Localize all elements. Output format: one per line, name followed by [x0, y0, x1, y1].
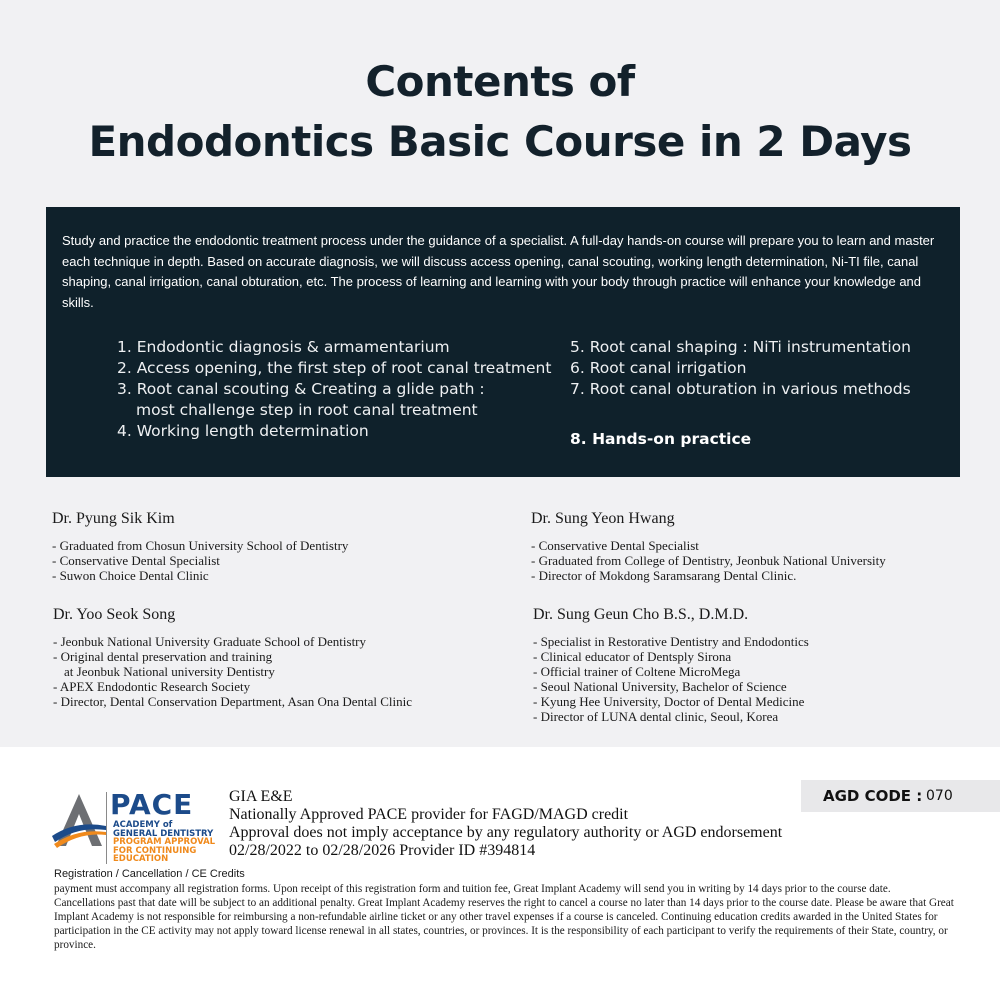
pace-sub-line: FOR CONTINUING: [113, 845, 197, 856]
agd-code-badge: [801, 780, 1000, 812]
course-item-7: 7. Root canal obturation in various methods: [570, 380, 911, 398]
doctor-credential: - Clinical educator of Dentsply Sirona: [533, 649, 732, 664]
doctor-name: Dr. Sung Yeon Hwang: [531, 510, 675, 527]
course-contents-box: [46, 207, 960, 477]
pace-a-mark-icon: [52, 790, 106, 850]
doctor-pyung-sik-kim: [52, 510, 348, 583]
doctor-sung-yeon-hwang: [531, 510, 886, 583]
course-item-6: 6. Root canal irrigation: [570, 359, 747, 377]
policy-paragraph-1: payment must accompany all registration forms. Upon receipt of this registration form and tuition fee, Great Implant Academy will send you in writing by 14 days prior to the course date.: [54, 883, 891, 895]
agd-code-label: AGD CODE :: [823, 787, 923, 805]
pace-sub-line: GENERAL DENTISTRY: [113, 828, 214, 839]
doctor-credential: - APEX Endodontic Research Society: [53, 679, 251, 694]
policy-heading: Registration / Cancellation / CE Credits: [54, 868, 245, 880]
pace-sub-line: ACADEMY of: [113, 820, 173, 830]
course-item-3-continued: most challenge step in root canal treatment: [136, 401, 478, 419]
doctor-sung-geun-cho: [533, 606, 809, 724]
doctor-credential: - Seoul National University, Bachelor of Science: [533, 679, 787, 694]
course-item-3: 3. Root canal scouting & Creating a glide path :: [117, 380, 485, 398]
course-item-4: 4. Working length determination: [117, 422, 369, 440]
doctor-name: Dr. Sung Geun Cho B.S., D.M.D.: [533, 606, 749, 623]
doctor-credential: - Suwon Choice Dental Clinic: [52, 568, 209, 583]
doctor-credential: at Jeonbuk National university Dentistry: [64, 664, 275, 679]
course-item-1: 1. Endodontic diagnosis & armamentarium: [117, 338, 450, 356]
doctor-credential: - Original dental preservation and training: [53, 649, 273, 664]
course-list-left: [117, 337, 567, 442]
doctor-yoo-seok-song: [53, 606, 412, 709]
doctor-credential: - Specialist in Restorative Dentistry and Endodontics: [533, 634, 809, 649]
doctor-credential: - Jeonbuk National University Graduate School of Dentistry: [53, 634, 367, 649]
page-title: [0, 52, 1000, 172]
policy-paragraph-2: Cancellations past that date will be subject to an additional penalty. Great Implant Academy reserves the right to cancel a course no later than 14 days prior to the course date. Please be aware that Great Implant Academy is not responsible for reimbursing a non-refundable airline ticket or any other travel expenses if a course is canceled. Continuing education credits awarded in the United States for participation in the CE activity may not apply toward license renewal in all states, countries, or provinces. It is the responsibility of each participant to verify the requirements of their State, country, or province.: [54, 897, 954, 951]
course-item-8: 8. Hands-on practice: [570, 430, 752, 448]
course-intro: Study and practice the endodontic treatment process under the guidance of a specialist. A full-day hands-on course will prepare you to learn and master each technique in depth. Based on accurate diagnosis, we will discuss access opening, canal scouting, working length determination, Ni-TI file, canal shaping, canal irrigation, canal obturation, etc. The process of learning and learning with your body through practice will enhance your knowledge and skills.: [62, 233, 935, 310]
pace-sub-line: PROGRAM APPROVAL: [113, 837, 216, 847]
course-list-right: [570, 337, 950, 450]
course-item-2: 2. Access opening, the first step of root canal treatment: [117, 359, 552, 377]
doctor-name: Dr. Pyung Sik Kim: [52, 510, 175, 527]
doctor-credential: - Graduated from Chosun University School of Dentistry: [52, 538, 349, 553]
provider-line: 02/28/2022 to 02/28/2026 Provider ID #394814: [229, 842, 536, 859]
pace-wordmark: PACE: [110, 788, 194, 821]
doctor-credential: - Official trainer of Coltene MicroMega: [533, 664, 741, 679]
pace-logo: [52, 790, 222, 864]
pace-provider-info: [229, 788, 782, 860]
doctor-credential: - Conservative Dental Specialist: [52, 553, 220, 568]
title-line-2: Endodontics Basic Course in 2 Days: [88, 117, 912, 166]
provider-line: Nationally Approved PACE provider for FAGD/MAGD credit: [229, 806, 629, 823]
doctor-credential: - Director, Dental Conservation Department, Asan Ona Dental Clinic: [53, 694, 413, 709]
doctor-credential: - Graduated from College of Dentistry, Jeonbuk National University: [531, 553, 886, 568]
registration-policy: [54, 867, 959, 952]
doctor-credential: - Director of LUNA dental clinic, Seoul, Korea: [533, 709, 779, 724]
doctor-name: Dr. Yoo Seok Song: [53, 606, 176, 623]
agd-code-value: 070: [926, 788, 953, 804]
doctor-credential: - Kyung Hee University, Doctor of Dental Medicine: [533, 694, 805, 709]
pace-subtitle: [113, 821, 233, 864]
pace-divider: [106, 792, 107, 864]
course-item-5: 5. Root canal shaping : NiTi instrumentation: [570, 338, 911, 356]
provider-line: GIA E&E: [229, 788, 293, 805]
pace-sub-line: EDUCATION: [113, 854, 169, 864]
doctor-credential: - Conservative Dental Specialist: [531, 538, 699, 553]
doctor-credential: - Director of Mokdong Saramsarang Dental Clinic.: [531, 568, 797, 583]
provider-line: Approval does not imply acceptance by any regulatory authority or AGD endorsement: [229, 824, 783, 841]
title-line-1: Contents of: [365, 57, 635, 106]
